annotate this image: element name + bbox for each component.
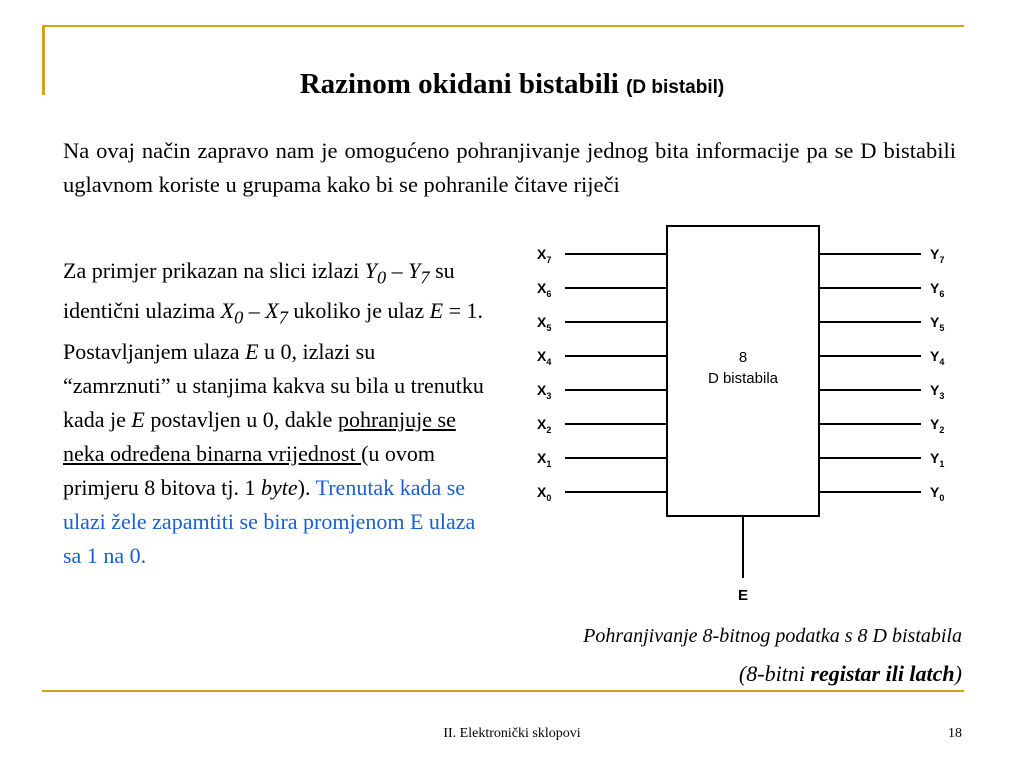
footer-title: II. Elektronički sklopovi [443, 726, 581, 741]
figure-caption [560, 617, 962, 694]
input-label-x7: $X_7$ [537, 246, 552, 265]
output-label-y5: $Y_5$ [930, 314, 945, 333]
var-y7: $Y_7$ [408, 258, 430, 288]
output-label-y2: $Y_2$ [930, 416, 945, 435]
register-diagram [520, 218, 960, 613]
caption-italic: Pohranjivanje 8-bitnog podatka s 8 D bistabila [583, 625, 962, 647]
output-label-y6: $Y_6$ [930, 280, 945, 299]
output-label-y4: $Y_4$ [930, 348, 945, 367]
frame-accent-top [42, 25, 964, 27]
input-label-x5: $X_5$ [537, 314, 552, 333]
var-x0: $X_0$ [220, 298, 244, 328]
slide-title [0, 68, 1024, 101]
block-name-label: D bistabila [707, 370, 779, 387]
byte-word: byte [260, 474, 298, 500]
enable-label: E [737, 587, 749, 604]
input-label-x1: $X_1$ [537, 450, 552, 469]
output-label-y3: $Y_3$ [930, 382, 945, 401]
output-label-y0: $Y_0$ [930, 484, 945, 503]
input-label-x0: $X_0$ [537, 484, 552, 503]
input-label-x6: $X_6$ [537, 280, 552, 299]
underlined-text: pohranjuje se neka određena binarna vrijednost [63, 406, 456, 466]
var-e: E [245, 338, 259, 364]
output-label-y7: $Y_7$ [930, 246, 945, 265]
input-label-x4: $X_4$ [537, 348, 552, 367]
caption-paren-open: (8-bitni [738, 661, 811, 686]
block-count-label: 8 [738, 349, 748, 366]
input-label-x2: $X_2$ [537, 416, 552, 435]
title-main: Razinom okidani bistabili [299, 68, 619, 100]
intro-paragraph: Na ovaj način zapravo nam je omogućeno pohranjivanje jednog bita informacije pa se D bistabili uglavnom koriste u grupama kako bi se pohranile čitave riječi [63, 138, 956, 197]
frame-accent-bottom [42, 690, 964, 692]
title-sub: (D bistabil) [626, 77, 725, 98]
var-y0: $Y_0$ [364, 258, 387, 288]
input-label-x3: $X_3$ [537, 382, 552, 401]
caption-paren-close: ) [954, 661, 962, 686]
body-paragraph: Za primjer prikazan na slici izlazi $Y_0 - Y_7$ su identični ulazima $X_0 - X_7$ ukoliko je ulaz E = 1. Postavljanjem ulaza E u 0, izlazi su “zamrznuti” u stanjima kakva su bila u trenutku kada je E postavljen u 0, dakle pohranjuje se neka određena binarna vrijednost (u ovom primjeru 8 bitova tj. 1 byte). Trenutak kada se ulazi žele zapamtiti se bira promjenom E ulaza sa 1 na 0. [63, 258, 484, 568]
var-e: E [429, 298, 444, 324]
var-x7: $X_7$ [265, 298, 288, 328]
output-label-y1: $Y_1$ [930, 450, 945, 469]
caption-bold: registar ili latch [810, 661, 955, 686]
highlight-text: Trenutak kada se ulazi žele zapamtiti se bira promjenom E ulaza sa 1 na 0. [63, 474, 476, 568]
page-number: 18 [948, 726, 962, 741]
var-e: E [131, 406, 145, 432]
